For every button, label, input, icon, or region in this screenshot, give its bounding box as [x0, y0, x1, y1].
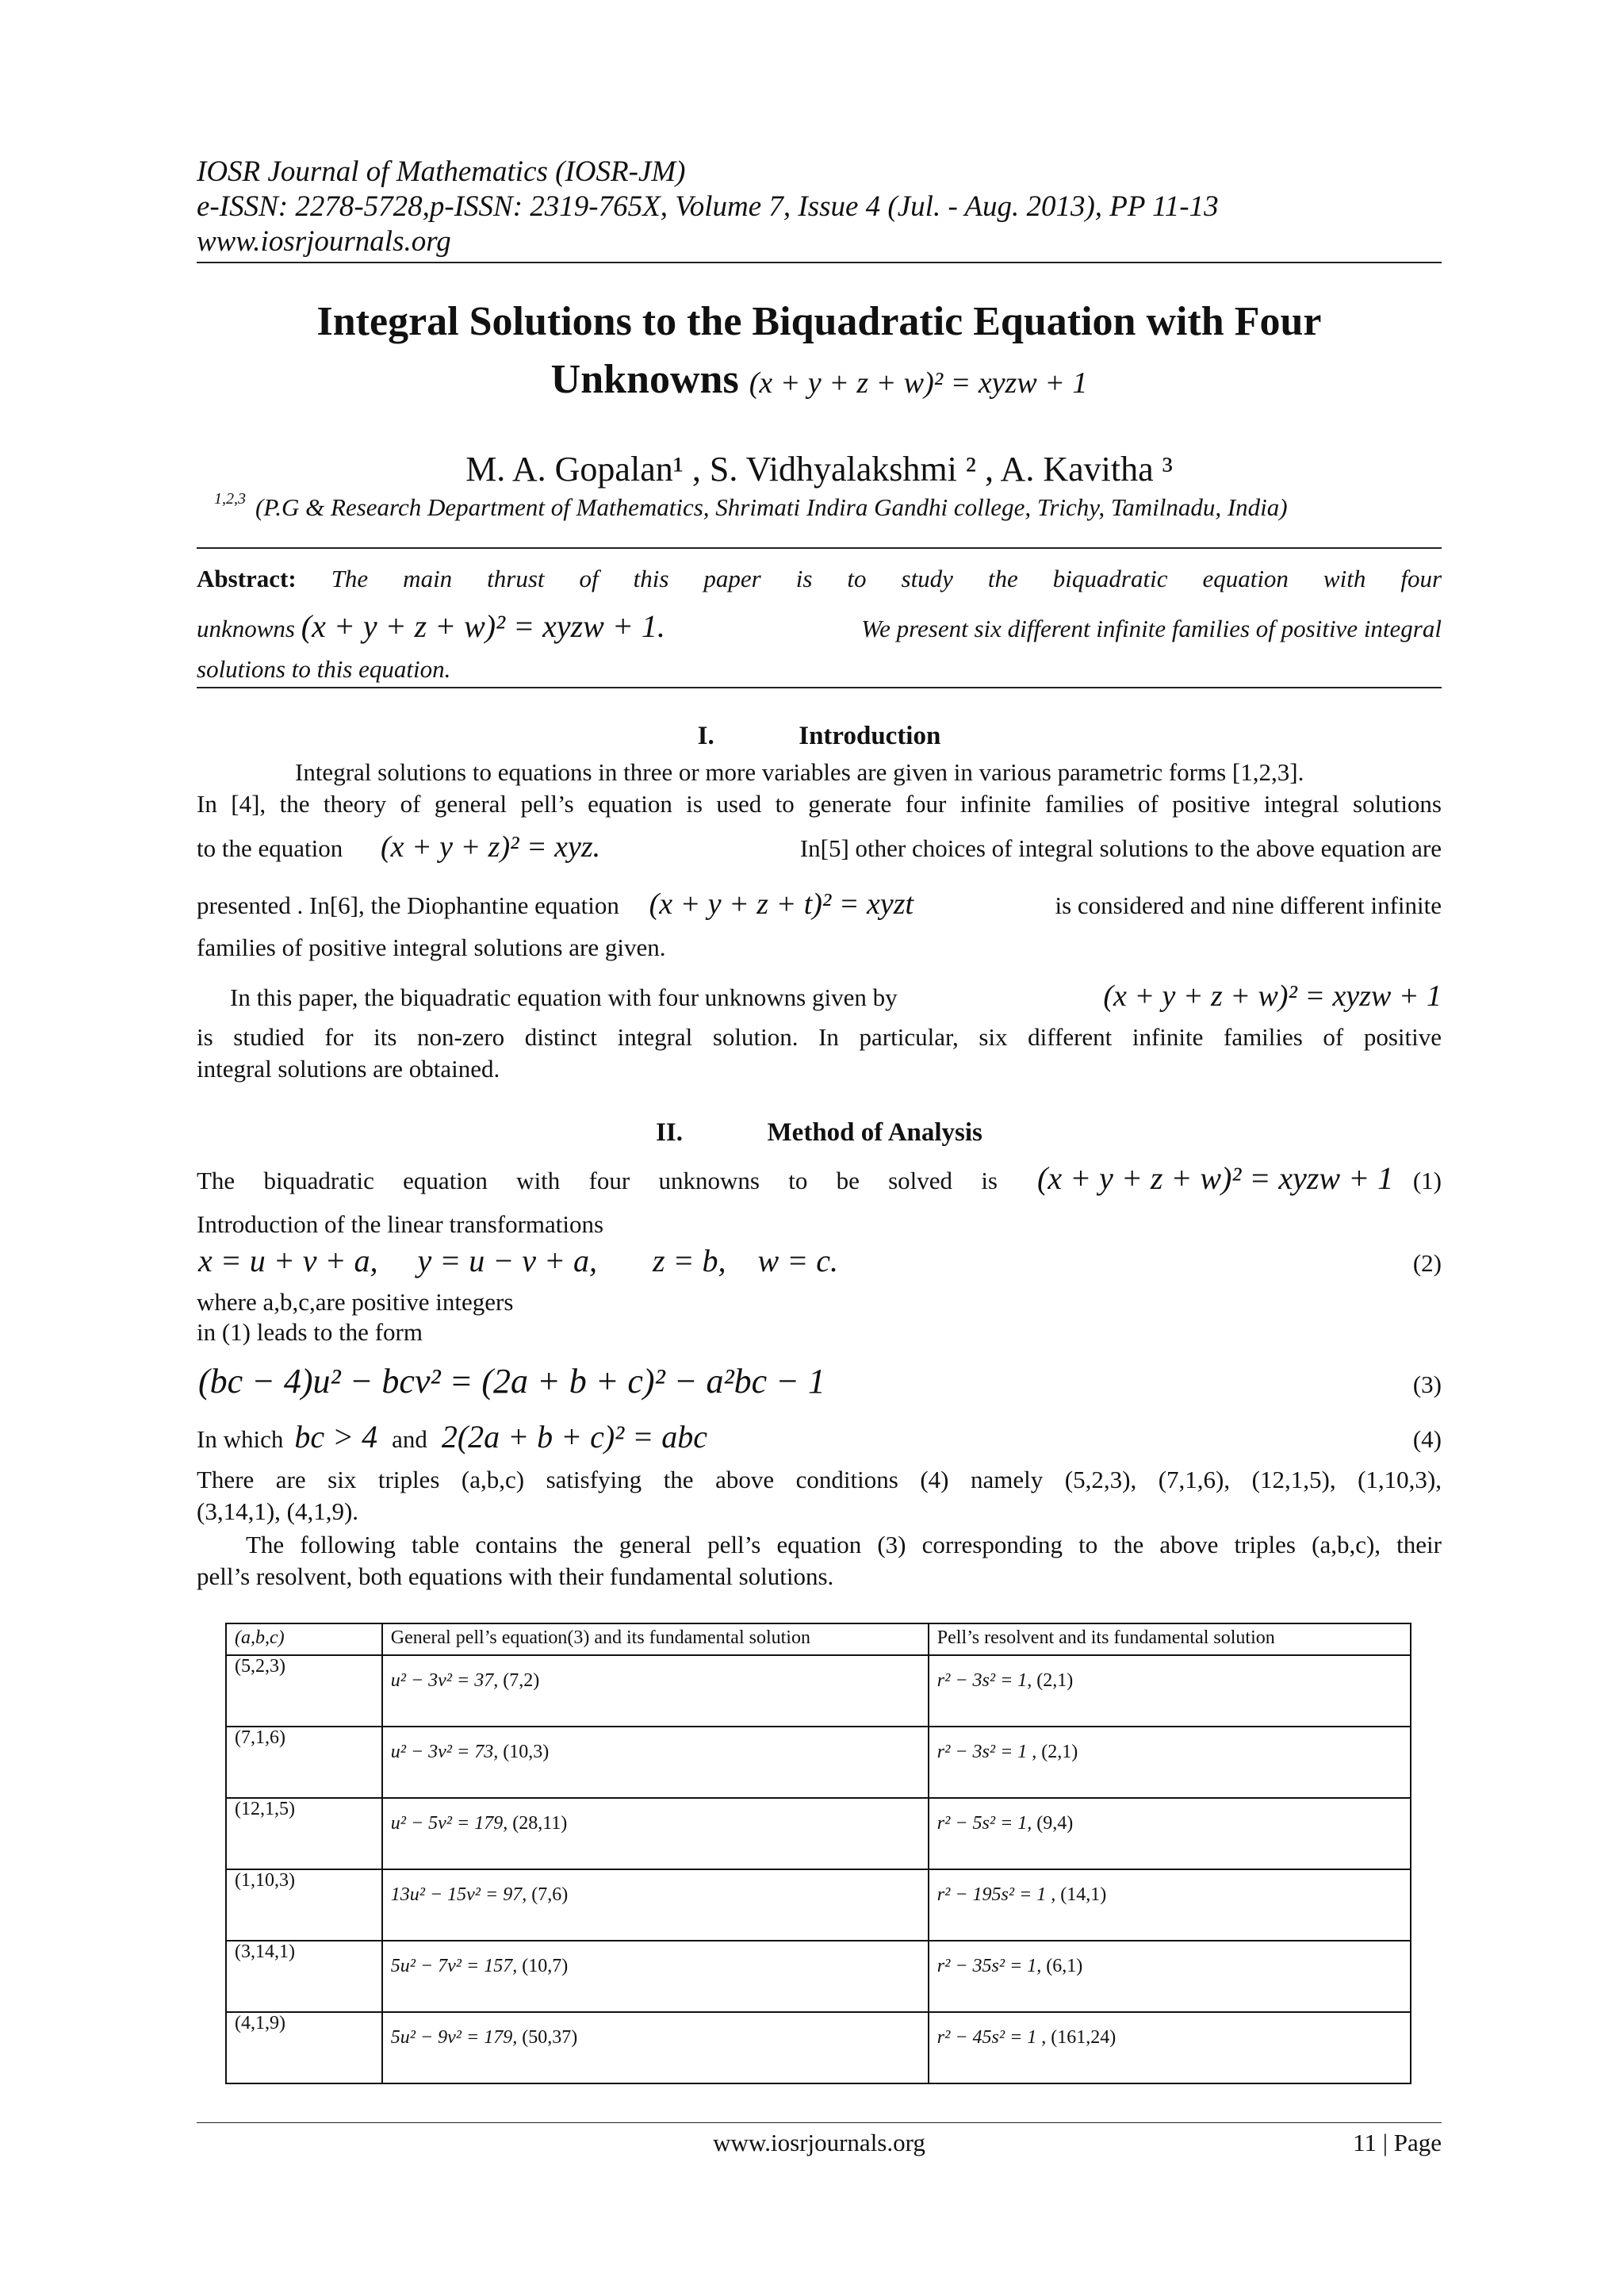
method-line2: Introduction of the linear transformations — [197, 1210, 604, 1238]
abstract-line3: solutions to this equation. — [197, 655, 451, 683]
abstract-label: Abstract: — [197, 565, 297, 592]
intro-eq-main: (x + y + z + w)² = xyzw + 1 — [1103, 979, 1442, 1013]
row-triple: (1,10,3) — [226, 1869, 382, 1941]
intro-p1-line4-post: is considered and nine different infinite — [1055, 891, 1442, 919]
table-row — [226, 1798, 1411, 1869]
method-title: Method of Analysis — [767, 1118, 982, 1147]
row-equation: 5u² − 9v² = 179, (50,37) — [382, 2012, 929, 2083]
method-heading — [197, 1118, 1442, 1148]
row-equation: 5u² − 7v² = 157, (10,7) — [382, 1941, 929, 2012]
journal-issn: e-ISSN: 2278-5728,p-ISSN: 2319-765X, Volume 7, Issue 4 (Jul. - Aug. 2013), PP 11-13 — [197, 190, 1219, 223]
abstract-line2-pre: unknowns — [197, 615, 295, 642]
intro-p1-line4 — [197, 888, 1442, 922]
row-equation: u² − 3v² = 73, (10,3) — [382, 1727, 929, 1798]
table-header-equation: General pell’s equation(3) and its fundamental solution — [382, 1623, 929, 1655]
table-row — [226, 1941, 1411, 2012]
abstract-line2 — [197, 608, 1442, 645]
table-header-triple: (a,b,c) — [226, 1623, 382, 1655]
intro-number: I. — [697, 722, 714, 750]
intro-p1-line5: families of positive integral solutions are given. — [197, 933, 666, 961]
footer-site: www.iosrjournals.org — [713, 2129, 925, 2156]
intro-title: Introduction — [799, 722, 941, 750]
equation-2-row — [198, 1242, 1442, 1279]
table-row — [226, 1655, 1411, 1727]
condition-bc: bc > 4 — [294, 1419, 378, 1455]
abstract-equation: (x + y + z + w)² = xyzw + 1. — [301, 608, 665, 644]
intro-p1-line3 — [197, 831, 1442, 864]
row-triple: (3,14,1) — [226, 1941, 382, 2012]
table-row — [226, 1869, 1411, 1941]
abstract-top-rule — [197, 547, 1442, 549]
method-line1 — [197, 1160, 1442, 1197]
abstract-line2-post: We present six different infinite families of positive integral — [861, 615, 1442, 642]
journal-site: www.iosrjournals.org — [197, 225, 451, 258]
row-triple: (5,2,3) — [226, 1655, 382, 1727]
paper-title-equation: (x + y + z + w)² = xyzw + 1 — [749, 366, 1088, 400]
method-line5-pre: In which — [197, 1425, 284, 1453]
table-row — [226, 1727, 1411, 1798]
method-line4: in (1) leads to the form — [197, 1318, 423, 1346]
row-resolvent: r² − 195s² = 1 , (14,1) — [929, 1869, 1411, 1941]
header-rule — [197, 262, 1442, 263]
equation-3-row — [198, 1361, 1442, 1401]
author-list: M. A. Gopalan¹ , S. Vidhyalakshmi ² , A. Kavitha ³ — [465, 450, 1173, 489]
method-line8: The following table contains the general pell’s equation (3) corresponding to the above triples (a,b,c), their — [246, 1531, 1442, 1558]
intro-p2-line1-pre: In this paper, the biquadratic equation with four unknowns given by — [230, 983, 898, 1011]
footer-rule — [197, 2122, 1442, 2123]
row-triple: (4,1,9) — [226, 2012, 382, 2083]
intro-eq-xyz: (x + y + z)² = xyz. — [380, 830, 601, 864]
method-line7: (3,14,1), (4,1,9). — [197, 1497, 359, 1525]
pell-table — [225, 1623, 1411, 2084]
method-line3: where a,b,c,are positive integers — [197, 1288, 514, 1316]
equation-2: x = u + v + a, y = u − v + a, z = b, w = c. — [198, 1243, 838, 1278]
intro-p2-line3: integral solutions are obtained. — [197, 1055, 500, 1083]
abstract-line1 — [197, 563, 1442, 595]
method-line1-text: The biquadratic equation with four unknowns to be solved is — [197, 1167, 998, 1194]
intro-p1-line2: In [4], the theory of general pell’s equation is used to generate four infinite families of positive integral solutions — [197, 790, 1442, 818]
journal-name: IOSR Journal of Mathematics (IOSR-JM) — [197, 155, 686, 188]
method-line5 — [197, 1421, 1442, 1455]
method-number: II. — [656, 1118, 684, 1147]
row-resolvent: r² − 5s² = 1, (9,4) — [929, 1798, 1411, 1869]
equation-1-number: (1) — [1412, 1167, 1442, 1194]
row-equation: 13u² − 15v² = 97, (7,6) — [382, 1869, 929, 1941]
equation-1: (x + y + z + w)² = xyzw + 1 — [1037, 1160, 1394, 1196]
table-header-row — [226, 1623, 1411, 1655]
table-header-resolvent: Pell’s resolvent and its fundamental solution — [929, 1623, 1411, 1655]
row-triple: (12,1,5) — [226, 1798, 382, 1869]
intro-p1-line4-pre: presented . In[6], the Diophantine equation — [197, 891, 619, 919]
method-line9: pell’s resolvent, both equations with their fundamental solutions. — [197, 1562, 834, 1590]
row-resolvent: r² − 35s² = 1, (6,1) — [929, 1941, 1411, 2012]
abstract-bottom-rule — [197, 687, 1442, 688]
paper-title-word: Unknowns — [550, 357, 739, 402]
table-row — [226, 2012, 1411, 2083]
intro-eq-xyzt: (x + y + z + t)² = xyzt — [649, 887, 914, 921]
equation-4: 2(2a + b + c)² = abc — [441, 1419, 707, 1455]
paper-title-line2 — [197, 355, 1442, 408]
abstract-line1-text: The main thrust of this paper is to study the biquadratic equation with four — [331, 565, 1442, 592]
row-resolvent: r² − 3s² = 1, (2,1) — [929, 1655, 1411, 1727]
row-triple: (7,1,6) — [226, 1727, 382, 1798]
paper-title-line1: Integral Solutions to the Biquadratic Equation with Four — [316, 299, 1322, 344]
equation-2-number: (2) — [1412, 1249, 1442, 1277]
row-equation: u² − 5v² = 179, (28,11) — [382, 1798, 929, 1869]
equation-3: (bc − 4)u² − bcv² = (2a + b + c)² − a²bc − 1 — [198, 1362, 825, 1401]
intro-p1-line1: Integral solutions to equations in three or more variables are given in various parametric forms [1,2,3]. — [295, 758, 1304, 786]
row-resolvent: r² − 45s² = 1 , (161,24) — [929, 2012, 1411, 2083]
method-line6: There are six triples (a,b,c) satisfying the above conditions (4) namely (5,2,3), (7,1,6), (12,1,5), (1,10,3), — [197, 1466, 1442, 1493]
intro-p1-line3-post: In[5] other choices of integral solutions to the above equation are — [799, 834, 1442, 862]
intro-p2-line2: is studied for its non-zero distinct integral solution. In particular, six different infinite families of positive — [197, 1023, 1442, 1051]
intro-p2-line1 — [230, 980, 1442, 1014]
affiliation-marks: 1,2,3 — [214, 490, 246, 508]
equation-4-number: (4) — [1412, 1425, 1442, 1453]
method-line5-and: and — [392, 1425, 427, 1453]
equation-3-number: (3) — [1412, 1370, 1442, 1398]
affiliation: (P.G & Research Department of Mathematics, Shrimati Indira Gandhi college, Trichy, Tamilnadu, India) — [255, 493, 1288, 521]
row-resolvent: r² − 3s² = 1 , (2,1) — [929, 1727, 1411, 1798]
footer-page: 11 | Page — [1353, 2129, 1442, 2156]
intro-p1-line3-pre: to the equation — [197, 834, 343, 862]
intro-heading — [197, 722, 1442, 751]
row-equation: u² − 3v² = 37, (7,2) — [382, 1655, 929, 1727]
